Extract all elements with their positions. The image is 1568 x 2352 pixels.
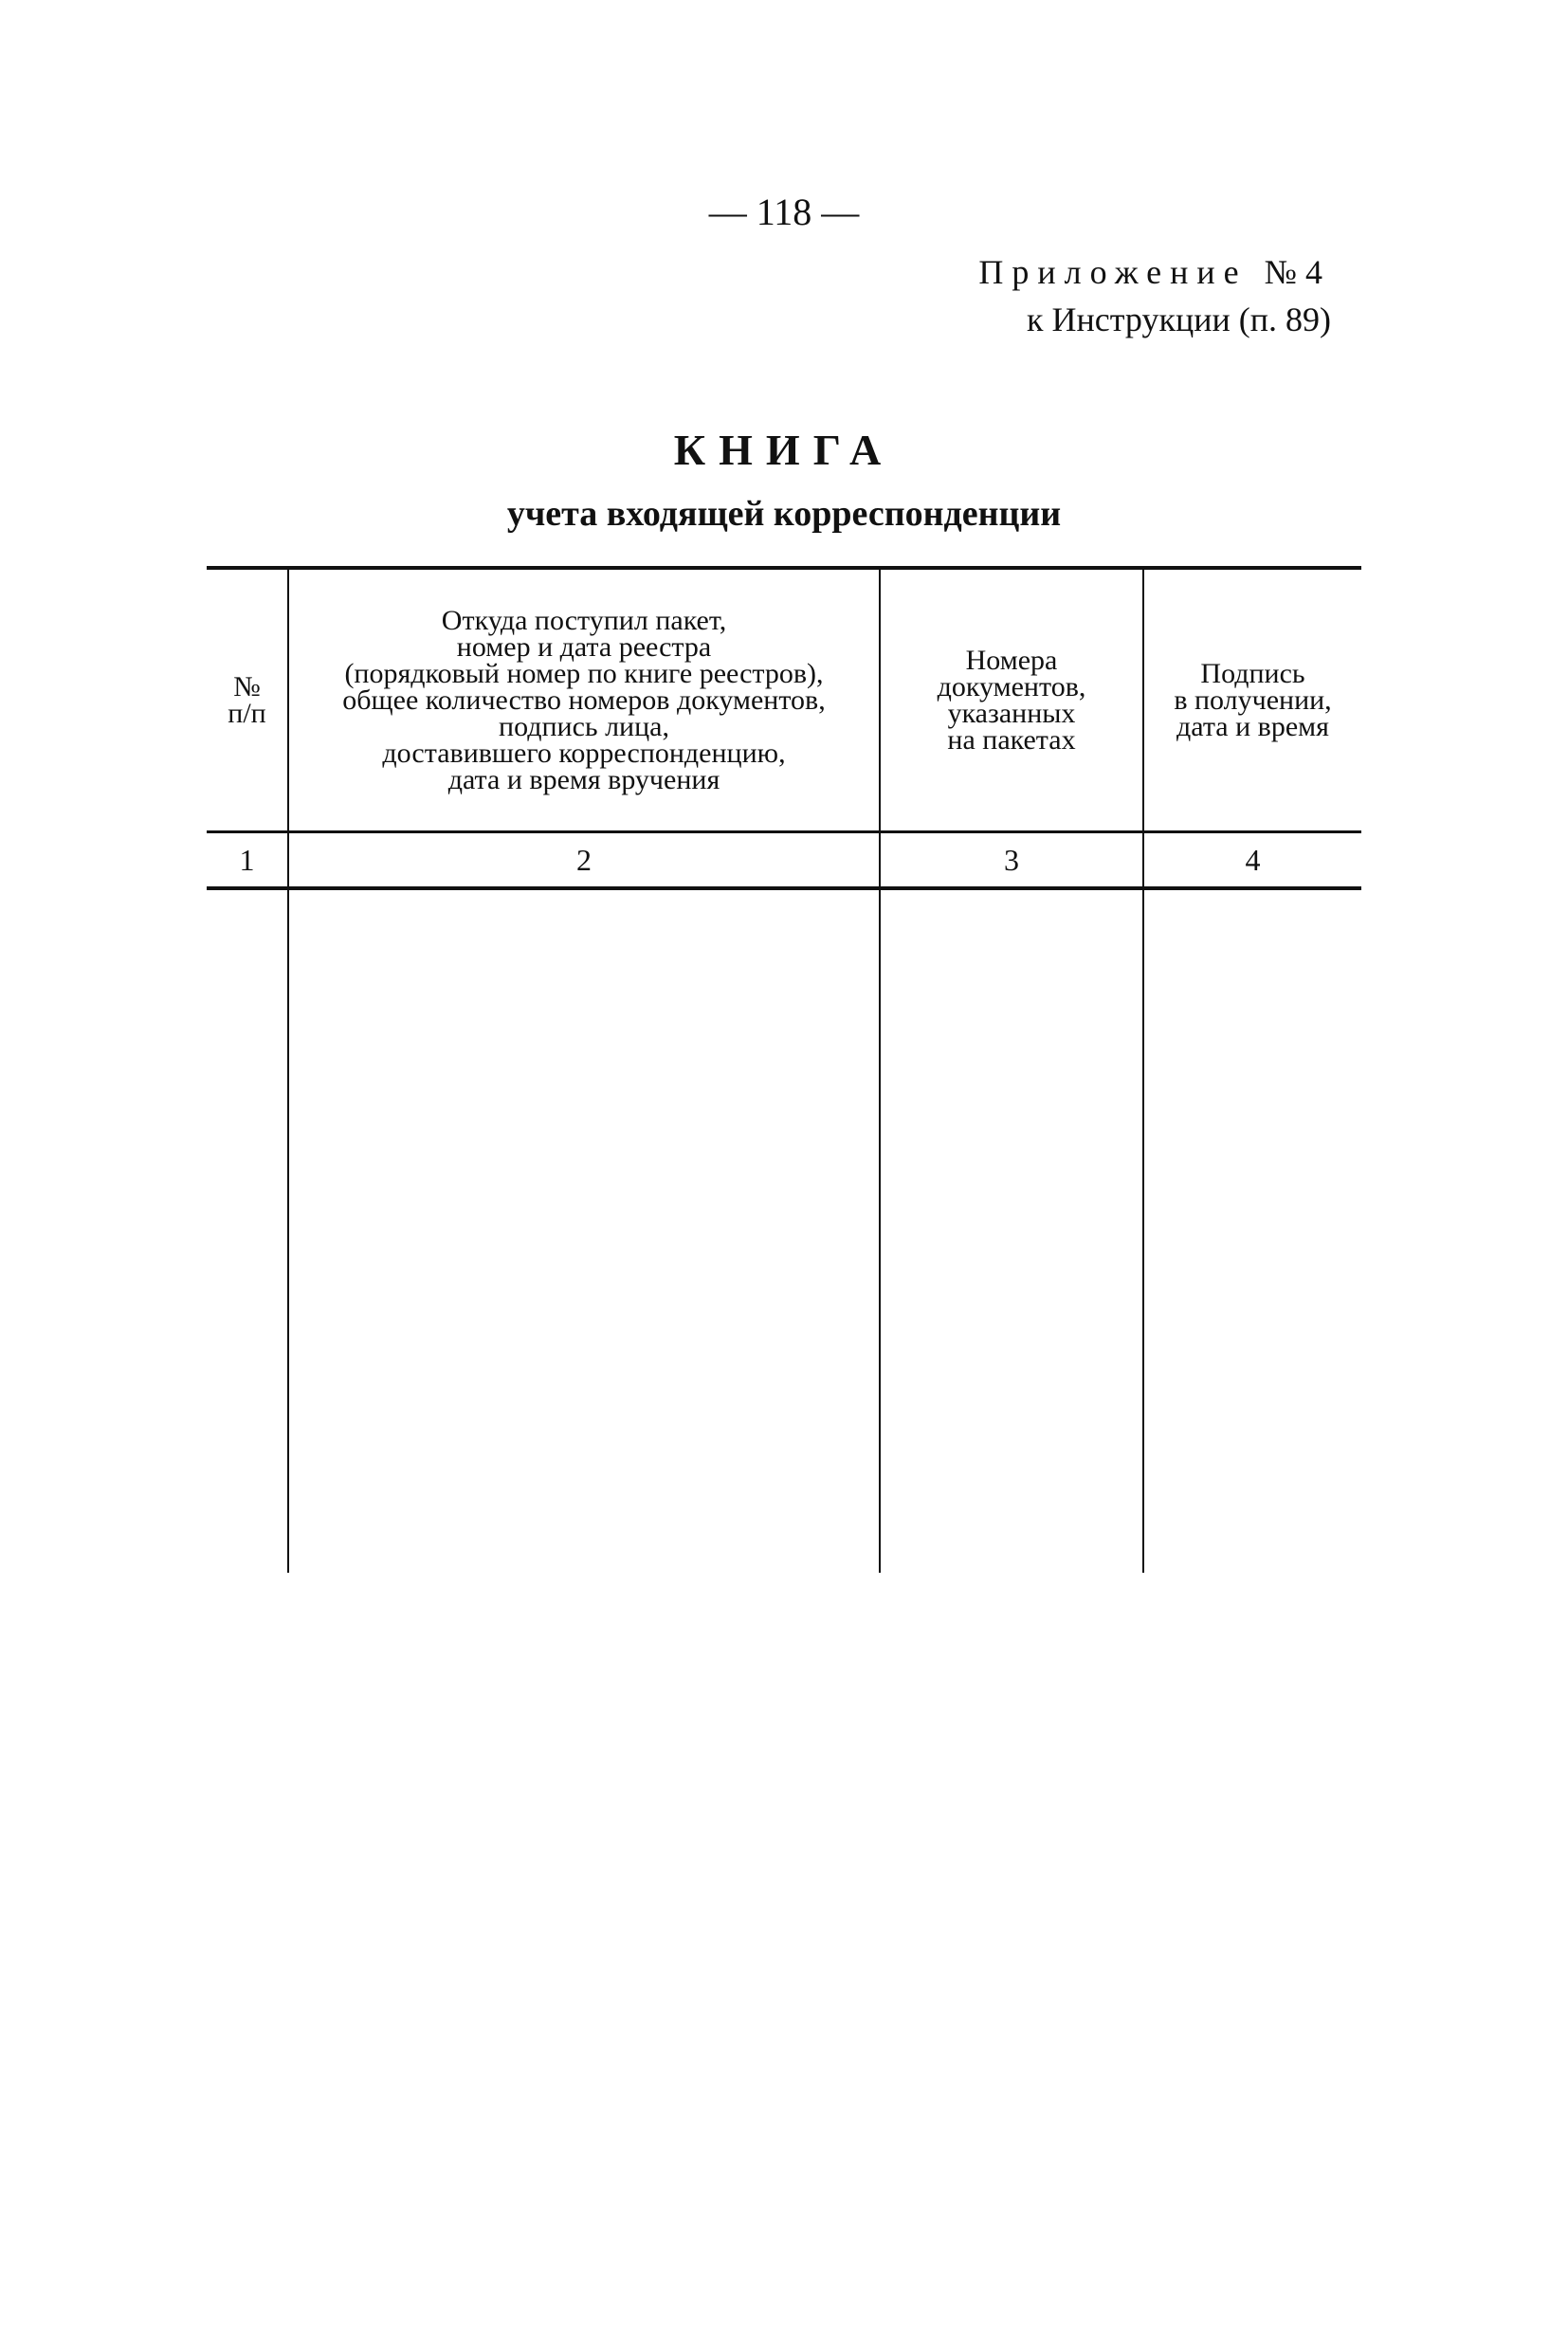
page-number: — 118 — bbox=[708, 191, 860, 233]
header-cell-origin bbox=[288, 568, 880, 832]
column-number-3: 3 bbox=[880, 832, 1143, 889]
header-cell-signature bbox=[1143, 568, 1361, 832]
empty-cell-document-numbers bbox=[880, 888, 1143, 1573]
ledger-table-container bbox=[207, 566, 1361, 1573]
appendix-number: Приложение №4 bbox=[978, 253, 1331, 291]
column-number-1: 1 bbox=[207, 832, 288, 889]
document-subtitle: учета входящей корреспонденции bbox=[506, 494, 1062, 534]
document-title: КНИГА bbox=[673, 426, 895, 474]
table-header-row bbox=[207, 568, 1361, 832]
empty-cell-number bbox=[207, 888, 288, 1573]
ledger-table bbox=[207, 566, 1361, 1573]
appendix-reference bbox=[978, 248, 1331, 343]
header-cell-document-numbers bbox=[880, 568, 1143, 832]
empty-cell-origin bbox=[288, 888, 880, 1573]
appendix-instruction-ref: к Инструкции (п. 89) bbox=[1027, 301, 1331, 338]
column-number-row bbox=[207, 832, 1361, 889]
column-number-4: 4 bbox=[1143, 832, 1361, 889]
header-origin-label: Откуда поступил пакет, номер и дата реестра (порядковый номер по книге реестров), общее количество номеров документов, подпись лица, доставившего корреспонденцию, дата и время вручения bbox=[342, 604, 826, 795]
column-number-2: 2 bbox=[288, 832, 880, 889]
header-signature-label: Подпись в получении, дата и время bbox=[1174, 657, 1332, 742]
header-cell-number bbox=[207, 568, 288, 832]
table-row bbox=[207, 888, 1361, 1573]
header-document-numbers-label: Номера документов, указанных на пакетах bbox=[937, 644, 1086, 756]
empty-cell-signature bbox=[1143, 888, 1361, 1573]
header-number-label: № п/п bbox=[228, 670, 266, 729]
